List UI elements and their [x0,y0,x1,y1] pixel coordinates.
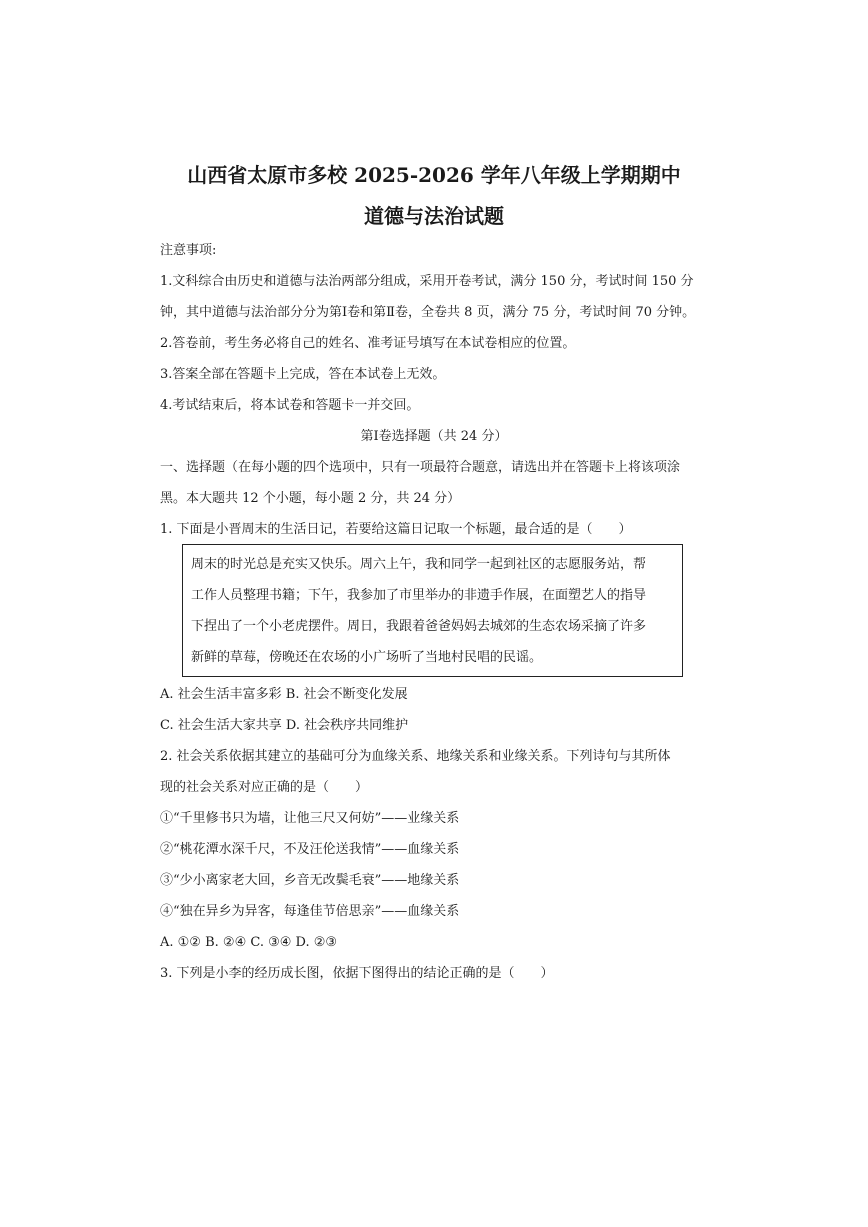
question-2-options: A. ①② B. ②④ C. ③④ D. ②③ [160,935,338,950]
question-2-item-4: ④“独在异乡为异客，每逢佳节倍思亲”——血缘关系 [160,904,460,919]
question-2-item-1: ①“千里修书只为墙，让他三尺又何妨”——业缘关系 [160,811,460,826]
note-item-1-line-1: 1.文科综合由历史和道德与法治两部分组成，采用开卷考试，满分 150 分，考试时间 150 分 [160,274,694,289]
question-2-item-2: ②“桃花潭水深千尺，不及汪伦送我情”——血缘关系 [160,842,460,857]
section-instruction-line-2: 黑。本大题共 12 个小题，每小题 2 分，共 24 分） [160,491,461,506]
question-3-stem: 3. 下列是小李的经历成长图，依据下图得出的结论正确的是（ ） [160,966,554,981]
diary-line-4: 新鲜的草莓，傍晚还在农场的小广场听了当地村民唱的民谣。 [191,650,543,665]
note-item-4: 4.考试结束后，将本试卷和答题卡一并交回。 [160,398,420,413]
question-1-options-row-1: A. 社会生活丰富多彩 B. 社会不断变化发展 [160,687,408,702]
question-2-item-3: ③“少小离家老大回，乡音无改鬓毛衰”——地缘关系 [160,873,460,888]
diary-line-3: 下捏出了一个小老虎摆件。周日，我跟着爸爸妈妈去城郊的生态农场采摘了许多 [191,619,647,634]
note-item-1-line-2: 钟，其中道德与法治部分分为第Ⅰ卷和第Ⅱ卷，全卷共 8 页，满分 75 分，考试时间 70 分钟。 [160,305,696,320]
note-item-2: 2.答卷前，考生务必将自己的姓名、准考证号填写在本试卷相应的位置。 [160,336,576,351]
notes-heading: 注意事项: [160,243,217,258]
diary-line-2: 工作人员整理书籍；下午，我参加了市里举办的非遗手作展，在面塑艺人的指导 [191,588,647,603]
question-1-options-row-2: C. 社会生活大家共享 D. 社会秩序共同维护 [160,718,409,733]
note-item-3: 3.答案全部在答题卡上完成，答在本试卷上无效。 [160,367,446,382]
diary-line-1: 周末的时光总是充实又快乐。周六上午，我和同学一起到社区的志愿服务站，帮 [191,557,647,572]
section-instruction-line-1: 一、选择题（在每小题的四个选项中，只有一项最符合题意，请选出并在答题卡上将该项涂 [160,460,681,475]
exam-title: 山西省太原市多校 2025-2026 学年八年级上学期期中 [187,163,681,187]
question-2-stem-line-2: 现的社会关系对应正确的是（ ） [160,780,369,795]
diary-box [182,544,683,677]
question-2-stem-line-1: 2. 社会关系依据其建立的基础可分为血缘关系、地缘关系和业缘关系。下列诗句与其所体 [160,749,671,764]
question-1-stem: 1. 下面是小晋周末的生活日记，若要给这篇日记取一个标题，最合适的是（ ） [160,522,632,537]
section-title: 第Ⅰ卷选择题（共 24 分） [360,429,508,444]
exam-subtitle: 道德与法治试题 [364,204,504,228]
